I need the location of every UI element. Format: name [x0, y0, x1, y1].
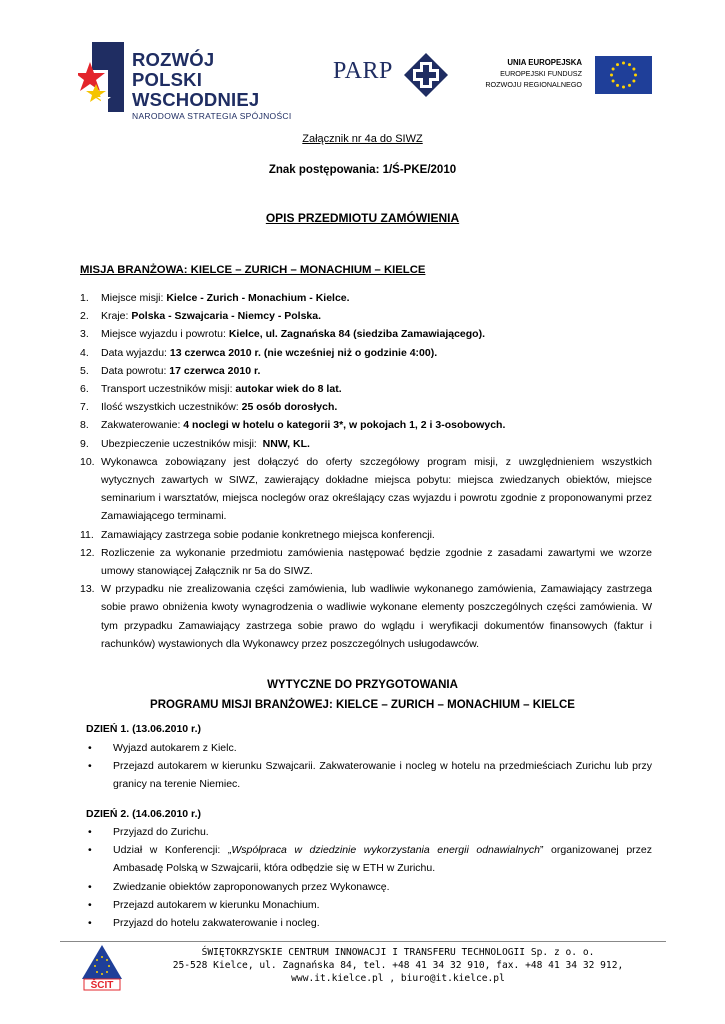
item-number: 12. — [80, 546, 95, 559]
item-value: 4 noclegi w hotelu o kategorii 3*, w pokojach 1, 2 i 3-osobowych. — [183, 419, 506, 432]
rpw-line-2: POLSKI WSCHODNIEJ — [132, 69, 260, 110]
case-number: Znak postępowania: 1/Ś-PKE/2010 — [268, 164, 457, 176]
list-item — [80, 453, 652, 526]
item-label: Ubezpieczenie uczestników misji: — [101, 437, 263, 450]
day-1-heading: DZIEŃ 1. (13.06.2010 r.) — [86, 723, 201, 735]
item-number: 11. — [80, 528, 94, 541]
list-item — [80, 580, 652, 653]
footer-divider — [60, 941, 666, 942]
item-number: 1. — [80, 292, 89, 304]
list-item — [80, 307, 652, 325]
list-item — [86, 739, 652, 757]
item-value: Kielce, ul. Zagnańska 84 (siedziba Zamawiającego). — [228, 328, 485, 341]
guidelines-heading — [0, 675, 725, 715]
rpw-text-block — [132, 50, 308, 121]
bullet-icon: • — [88, 760, 92, 773]
list-item — [80, 362, 652, 380]
list-item — [80, 344, 652, 362]
footer-line-2: 25-528 Kielce, ul. Zagnańska 84, tel. +48 41 34 32 910, fax. +48 41 34 32 912, — [172, 960, 624, 971]
rpw-line-3: NARODOWA STRATEGIA SPÓJNOŚCI — [132, 111, 292, 121]
item-number: 3. — [80, 328, 89, 341]
item-number: 10. — [80, 455, 95, 468]
item-value: Kielce - Zurich - Monachium - Kielce. — [166, 292, 350, 304]
requirements-list — [80, 289, 652, 653]
parp-wordmark: PARP — [333, 58, 393, 84]
list-item — [80, 544, 652, 580]
item-value: autokar wiek do 8 lat. — [235, 383, 342, 396]
mission-heading: MISJA BRANŻOWA: KIELCE – ZURICH – MONACHIUM – KIELCE — [80, 264, 426, 276]
rpw-emblem-icon — [78, 40, 124, 112]
bullet-text: Przejazd autokarem w kierunku Monachium. — [113, 898, 320, 911]
annex-label: Załącznik nr 4a do SIWZ — [302, 133, 423, 145]
item-label: Data powrotu: — [101, 364, 170, 377]
ue-line-3: ROZWOJU REGIONALNEGO — [485, 80, 582, 89]
list-item — [80, 380, 652, 398]
footer-line-1: ŚWIĘTOKRZYSKIE CENTRUM INNOWACJI I TRANSFERU TECHNOLOGII Sp. z o. o. — [201, 947, 595, 958]
scit-logo-icon — [80, 943, 124, 991]
item-value: 17 czerwca 2010 r. — [169, 364, 261, 377]
bullet-text-pre: Udział w Konferencji: „ — [113, 844, 232, 857]
bullet-text: Przyjazd do hotelu zakwaterowanie i nocleg. — [113, 917, 320, 930]
bullet-icon: • — [88, 880, 92, 893]
item-text: Zamawiający zastrzega sobie podanie konkretnego miejsca konferencji. — [101, 528, 435, 541]
item-number: 4. — [80, 346, 89, 359]
day-2-heading: DZIEŃ 2. (14.06.2010 r.) — [86, 808, 201, 820]
day-1-list — [86, 739, 652, 794]
eu-flag-icon — [595, 56, 652, 94]
list-item — [80, 416, 652, 434]
day-2-list — [86, 823, 652, 932]
item-value: Polska - Szwajcaria - Niemcy - Polska. — [131, 310, 322, 323]
guidelines-line-1: WYTYCZNE DO PRZYGOTOWANIA — [267, 679, 458, 691]
guidelines-line-2: PROGRAMU MISJI BRANŻOWEJ: KIELCE – ZURICH – MONACHIUM – KIELCE — [150, 699, 575, 711]
rpw-line-1: ROZWÓJ — [132, 49, 215, 70]
rozwoj-polski-wschodniej-logo — [78, 40, 308, 121]
list-item — [86, 757, 652, 793]
parp-diamond-icon — [403, 52, 449, 98]
item-number: 5. — [80, 364, 89, 377]
item-value: 25 osób dorosłych. — [241, 401, 338, 414]
item-label: Miejsce misji: — [101, 292, 167, 304]
item-label: Transport uczestników misji: — [101, 383, 236, 396]
bullet-icon: • — [88, 826, 92, 838]
ue-text-block — [482, 58, 582, 89]
bullet-icon: • — [88, 898, 92, 911]
footer-address — [130, 946, 666, 985]
list-item — [86, 841, 652, 877]
item-number: 6. — [80, 383, 89, 396]
list-item — [86, 896, 652, 914]
list-item — [86, 914, 652, 932]
item-text: Rozliczenie za wykonanie przedmiotu zamówienia następować będzie zgodnie z zasadami zawartymi we wzorze umowy stanowiącej Załącznik nr 5a do SIWZ. — [101, 546, 652, 578]
bullet-text: Przyjazd do Zurichu. — [113, 826, 209, 838]
bullet-icon: • — [88, 844, 92, 857]
bullet-icon: • — [88, 917, 92, 930]
item-number: 8. — [80, 419, 89, 432]
list-item — [86, 823, 652, 841]
unia-europejska-logo — [485, 56, 652, 96]
document-title: OPIS PRZEDMIOTU ZAMÓWIENIA — [265, 211, 460, 225]
footer-line-3: www.it.kielce.pl , biuro@it.kielce.pl — [291, 973, 505, 984]
item-number: 9. — [80, 437, 89, 450]
item-number: 7. — [80, 401, 89, 414]
item-value: NNW, KL. — [262, 437, 310, 450]
conference-title: Współpraca w dziedzinie wykorzystania energii odnawialnych — [231, 844, 540, 857]
item-number: 13. — [80, 583, 95, 596]
list-item — [80, 526, 652, 544]
list-item — [80, 325, 652, 343]
list-item — [86, 878, 652, 896]
bullet-text: Przejazd autokarem w kierunku Szwajcarii. Zakwaterowanie i nocleg w hotelu na przedmieściach Zurichu lub przy granicy na terenie Niemiec. — [113, 760, 652, 791]
parp-logo — [333, 52, 453, 98]
bullet-text-post: ” organizowanej przez Ambasadę Polską w Szwajcarii, która odbędzie się w ETH w Zurichu. — [113, 844, 653, 875]
bullet-icon: • — [88, 742, 92, 754]
item-label: Miejsce wyjazdu i powrotu: — [101, 328, 229, 341]
item-number: 2. — [80, 310, 89, 323]
item-label: Kraje: — [101, 310, 132, 323]
list-item — [80, 435, 652, 453]
item-text: W przypadku nie zrealizowania części zamówienia, lub wadliwie wykonanego zamówienia, Zamawiający zastrzega sobie prawo obniżenia kwoty wynagrodzenia o wadliwie wykonane elementy poszczególnych części zamówienia. W tym przypadku Zamawiający zastrzega sobie prawo do wglądu i weryfikacji dokumentów finansowych (faktur i rachunków) wystawionych dla Wykonawcy przez poszczególnych usługodawców. — [101, 583, 652, 650]
ue-line-1: UNIA EUROPEJSKA — [507, 58, 582, 67]
item-text: Wykonawca zobowiązany jest dołączyć do oferty szczegółowy program misji, z uwzględnieniem wszystkich wytycznych zawartych w SIWZ, zawierający dokładne miejsca pobytu: miejsca zwiedzanych obiektów, miejsce seminarium i warsztatów, miejsca noclegów oraz określający czas wyjazdu i powrotu zgodnie z proponowanymi przez Zamawiającego terminami. — [101, 455, 652, 523]
list-item — [80, 289, 652, 307]
item-value: 13 czerwca 2010 r. (nie wcześniej niż o godzinie 4:00). — [169, 346, 438, 359]
item-label: Zakwaterowanie: — [101, 419, 184, 432]
bullet-text: Wyjazd autokarem z Kielc. — [113, 742, 237, 754]
item-label: Data wyjazdu: — [101, 346, 170, 359]
scit-logo-text: ŠCIT — [90, 980, 114, 991]
list-item — [80, 398, 652, 416]
ue-line-2: EUROPEJSKI FUNDUSZ — [500, 69, 582, 78]
item-label: Ilość wszystkich uczestników: — [101, 401, 242, 414]
bullet-text: Zwiedzanie obiektów zaproponowanych przez Wykonawcę. — [113, 880, 390, 893]
